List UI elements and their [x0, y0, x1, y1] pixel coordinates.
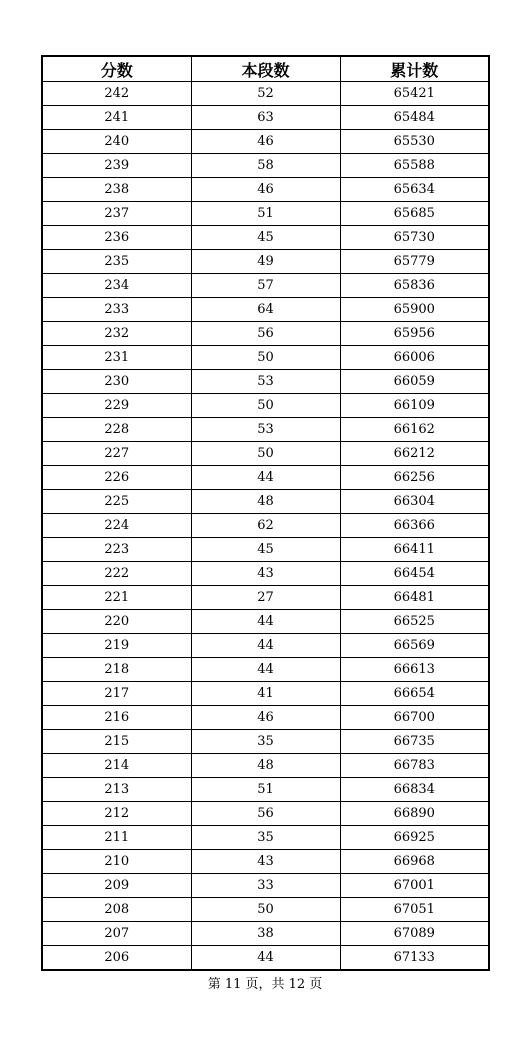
cell-score: 242: [42, 82, 191, 106]
table-row: [42, 610, 489, 634]
table-row: [42, 226, 489, 250]
cell-segment-count: 56: [191, 322, 340, 346]
cell-score: 239: [42, 154, 191, 178]
cell-segment-count: 50: [191, 346, 340, 370]
table-row: [42, 418, 489, 442]
table-row: [42, 826, 489, 850]
cell-cumulative-count: 66968: [340, 850, 489, 874]
cell-segment-count: 41: [191, 682, 340, 706]
cell-score: 230: [42, 370, 191, 394]
table-row: [42, 802, 489, 826]
cell-score: 216: [42, 706, 191, 730]
table-row: [42, 490, 489, 514]
cell-segment-count: 44: [191, 634, 340, 658]
table-header: [42, 56, 489, 82]
cell-segment-count: 62: [191, 514, 340, 538]
cell-cumulative-count: 65956: [340, 322, 489, 346]
cell-segment-count: 57: [191, 274, 340, 298]
cell-segment-count: 44: [191, 466, 340, 490]
table-row: [42, 514, 489, 538]
table-row: [42, 322, 489, 346]
cell-segment-count: 46: [191, 706, 340, 730]
cell-segment-count: 44: [191, 610, 340, 634]
cell-cumulative-count: 65634: [340, 178, 489, 202]
cell-cumulative-count: 66366: [340, 514, 489, 538]
table-row: [42, 634, 489, 658]
cell-segment-count: 50: [191, 442, 340, 466]
cell-score: 231: [42, 346, 191, 370]
cell-cumulative-count: 66411: [340, 538, 489, 562]
table-row: [42, 298, 489, 322]
cell-segment-count: 46: [191, 178, 340, 202]
cell-cumulative-count: 66109: [340, 394, 489, 418]
cell-score: 214: [42, 754, 191, 778]
table-row: [42, 346, 489, 370]
cell-cumulative-count: 66654: [340, 682, 489, 706]
cell-score: 233: [42, 298, 191, 322]
header-row: [42, 56, 489, 82]
table-row: [42, 850, 489, 874]
cell-cumulative-count: 66481: [340, 586, 489, 610]
cell-score: 241: [42, 106, 191, 130]
table-row: [42, 706, 489, 730]
cell-score: 223: [42, 538, 191, 562]
table-row: [42, 466, 489, 490]
table-row: [42, 922, 489, 946]
cell-segment-count: 45: [191, 538, 340, 562]
cell-cumulative-count: 66525: [340, 610, 489, 634]
table-row: [42, 682, 489, 706]
cell-segment-count: 53: [191, 418, 340, 442]
cell-segment-count: 43: [191, 562, 340, 586]
cell-segment-count: 38: [191, 922, 340, 946]
table-row: [42, 946, 489, 971]
cell-score: 215: [42, 730, 191, 754]
cell-cumulative-count: 66834: [340, 778, 489, 802]
cell-cumulative-count: 66162: [340, 418, 489, 442]
cell-segment-count: 27: [191, 586, 340, 610]
table-row: [42, 106, 489, 130]
table-row: [42, 586, 489, 610]
cell-cumulative-count: 66059: [340, 370, 489, 394]
table-row: [42, 658, 489, 682]
cell-cumulative-count: 66569: [340, 634, 489, 658]
cell-segment-count: 44: [191, 658, 340, 682]
cell-score: 227: [42, 442, 191, 466]
cell-score: 240: [42, 130, 191, 154]
cell-segment-count: 64: [191, 298, 340, 322]
table-row: [42, 898, 489, 922]
table-row: [42, 562, 489, 586]
cell-score: 224: [42, 514, 191, 538]
cell-score: 213: [42, 778, 191, 802]
cell-score: 236: [42, 226, 191, 250]
cell-cumulative-count: 66212: [340, 442, 489, 466]
cell-score: 232: [42, 322, 191, 346]
table-row: [42, 874, 489, 898]
cell-score: 210: [42, 850, 191, 874]
header-cumulative-count: 累计数: [340, 56, 489, 82]
cell-segment-count: 63: [191, 106, 340, 130]
cell-cumulative-count: 65421: [340, 82, 489, 106]
cell-segment-count: 46: [191, 130, 340, 154]
cell-cumulative-count: 66890: [340, 802, 489, 826]
table-row: [42, 442, 489, 466]
cell-cumulative-count: 65530: [340, 130, 489, 154]
cell-score: 218: [42, 658, 191, 682]
cell-cumulative-count: 65730: [340, 226, 489, 250]
cell-score: 220: [42, 610, 191, 634]
cell-score: 226: [42, 466, 191, 490]
cell-cumulative-count: 66613: [340, 658, 489, 682]
cell-cumulative-count: 65779: [340, 250, 489, 274]
cell-score: 225: [42, 490, 191, 514]
table-row: [42, 394, 489, 418]
table-body: [42, 82, 489, 971]
cell-segment-count: 33: [191, 874, 340, 898]
table-row: [42, 730, 489, 754]
cell-cumulative-count: 66006: [340, 346, 489, 370]
cell-score: 221: [42, 586, 191, 610]
cell-segment-count: 50: [191, 898, 340, 922]
cell-cumulative-count: 67001: [340, 874, 489, 898]
cell-segment-count: 51: [191, 778, 340, 802]
cell-cumulative-count: 65900: [340, 298, 489, 322]
cell-segment-count: 49: [191, 250, 340, 274]
cell-score: 234: [42, 274, 191, 298]
cell-score: 237: [42, 202, 191, 226]
table-row: [42, 370, 489, 394]
cell-score: 229: [42, 394, 191, 418]
cell-segment-count: 52: [191, 82, 340, 106]
table-row: [42, 250, 489, 274]
cell-score: 207: [42, 922, 191, 946]
cell-cumulative-count: 67089: [340, 922, 489, 946]
cell-cumulative-count: 65588: [340, 154, 489, 178]
cell-score: 222: [42, 562, 191, 586]
cell-segment-count: 53: [191, 370, 340, 394]
header-segment-count: 本段数: [191, 56, 340, 82]
cell-score: 235: [42, 250, 191, 274]
cell-score: 219: [42, 634, 191, 658]
table-row: [42, 154, 489, 178]
cell-cumulative-count: 67133: [340, 946, 489, 971]
cell-score: 211: [42, 826, 191, 850]
cell-score: 238: [42, 178, 191, 202]
cell-score: 208: [42, 898, 191, 922]
cell-segment-count: 35: [191, 730, 340, 754]
cell-segment-count: 43: [191, 850, 340, 874]
cell-segment-count: 58: [191, 154, 340, 178]
table-row: [42, 202, 489, 226]
cell-cumulative-count: 66735: [340, 730, 489, 754]
cell-segment-count: 48: [191, 490, 340, 514]
table-row: [42, 778, 489, 802]
cell-segment-count: 56: [191, 802, 340, 826]
table-row: [42, 274, 489, 298]
table-row: [42, 82, 489, 106]
cell-segment-count: 35: [191, 826, 340, 850]
cell-segment-count: 48: [191, 754, 340, 778]
cell-score: 217: [42, 682, 191, 706]
score-distribution-table: [41, 55, 490, 971]
cell-score: 206: [42, 946, 191, 971]
cell-segment-count: 50: [191, 394, 340, 418]
cell-cumulative-count: 66256: [340, 466, 489, 490]
header-score: 分数: [42, 56, 191, 82]
cell-cumulative-count: 65484: [340, 106, 489, 130]
table-row: [42, 130, 489, 154]
cell-cumulative-count: 66454: [340, 562, 489, 586]
table-row: [42, 754, 489, 778]
cell-score: 212: [42, 802, 191, 826]
cell-score: 228: [42, 418, 191, 442]
cell-cumulative-count: 67051: [340, 898, 489, 922]
cell-segment-count: 44: [191, 946, 340, 971]
cell-cumulative-count: 66304: [340, 490, 489, 514]
cell-segment-count: 51: [191, 202, 340, 226]
cell-cumulative-count: 65836: [340, 274, 489, 298]
cell-score: 209: [42, 874, 191, 898]
cell-cumulative-count: 65685: [340, 202, 489, 226]
cell-cumulative-count: 66783: [340, 754, 489, 778]
table-row: [42, 178, 489, 202]
cell-cumulative-count: 66700: [340, 706, 489, 730]
table-row: [42, 538, 489, 562]
cell-cumulative-count: 66925: [340, 826, 489, 850]
score-table-container: [41, 55, 488, 971]
cell-segment-count: 45: [191, 226, 340, 250]
page-number-footer: 第 11 页，共 12 页: [207, 977, 323, 992]
